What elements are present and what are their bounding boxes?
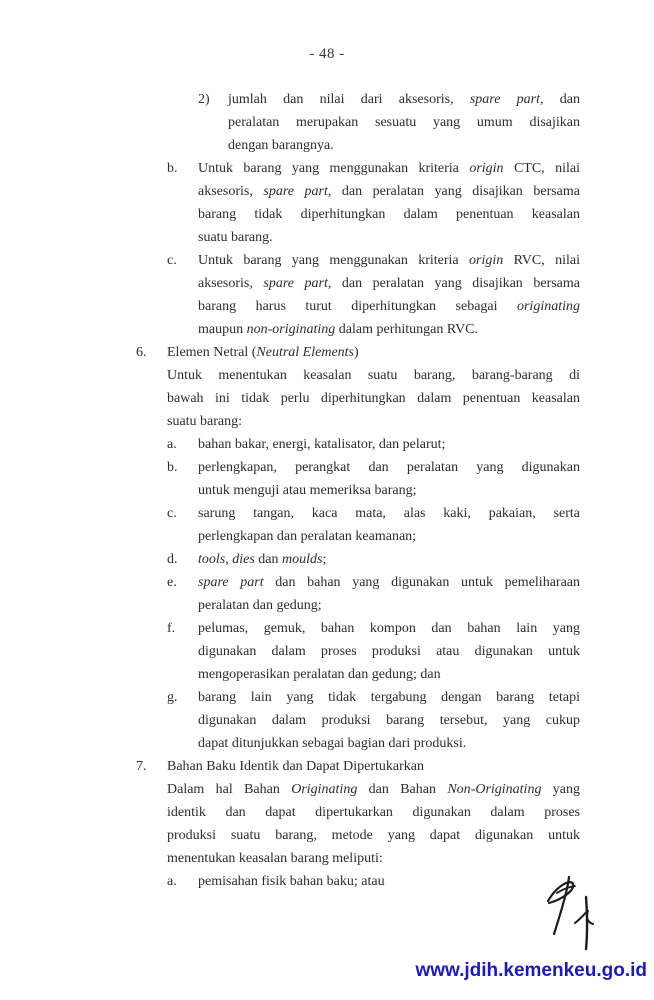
- footer-link[interactable]: www.jdih.kemenkeu.go.id: [415, 960, 647, 981]
- list-item: [167, 571, 580, 617]
- item-paragraph: [167, 364, 580, 433]
- text-line: Untuk barang yang menggunakan kriteria origin RVC, nilai: [198, 253, 580, 268]
- item-text: [198, 456, 580, 502]
- item-text: [228, 88, 580, 157]
- item-heading: Bahan Baku Identik dan Dapat Dipertukarkan: [167, 759, 424, 774]
- list-marker: 7.: [136, 759, 147, 774]
- text-line: peralatan merupakan sesuatu yang umum disajikan: [228, 115, 580, 130]
- signature-initials: [535, 870, 605, 960]
- text-line: barang lain yang tidak tergabung dengan barang tetapi: [198, 690, 580, 705]
- text-line: Dalam hal Bahan Originating dan Bahan Non-Originating yang: [167, 782, 581, 797]
- document-body: [136, 88, 580, 893]
- text-line: barang tidak diperhitungkan dalam penentuan keasalan: [198, 207, 580, 222]
- page-number: - 48 -: [309, 46, 345, 62]
- list-marker: b.: [167, 161, 178, 176]
- text-line: digunakan dalam produksi barang tersebut, yang cukup: [198, 713, 580, 728]
- text-line: suatu barang:: [167, 414, 243, 429]
- text-line: pelumas, gemuk, bahan kompon dan bahan lain yang: [198, 621, 580, 636]
- item-text: [198, 433, 580, 456]
- item-heading: Elemen Netral (Neutral Elements): [167, 345, 359, 360]
- text-line: peralatan dan gedung;: [198, 598, 322, 613]
- text-line: perlengkapan dan peralatan keamanan;: [198, 529, 417, 544]
- text-line: menentukan keasalan barang meliputi:: [167, 851, 383, 866]
- text-line: Untuk barang yang menggunakan kriteria origin CTC, nilai: [198, 161, 580, 176]
- item-text: [198, 571, 580, 617]
- item-text: [198, 617, 580, 686]
- list-item: [167, 157, 580, 249]
- item-text: [198, 157, 580, 249]
- list-item: [167, 456, 580, 502]
- text-line: aksesoris, spare part, dan peralatan yang disajikan bersama: [198, 276, 580, 291]
- list-marker: 6.: [136, 345, 147, 360]
- list-marker: c.: [167, 506, 177, 521]
- item-text: [198, 502, 580, 548]
- text-line: bahan bakar, energi, katalisator, dan pelarut;: [198, 437, 446, 452]
- text-line: suatu barang.: [198, 230, 273, 245]
- item-paragraph: [167, 778, 580, 870]
- text-line: Untuk menentukan keasalan suatu barang, barang-barang di: [167, 368, 580, 383]
- list-item: [136, 341, 580, 755]
- text-line: pemisahan fisik bahan baku; atau: [198, 874, 385, 889]
- text-line: tools, dies dan moulds;: [198, 552, 327, 567]
- list-marker: b.: [167, 460, 178, 475]
- list-marker: c.: [167, 253, 177, 268]
- list-marker: a.: [167, 874, 177, 889]
- list-marker: a.: [167, 437, 177, 452]
- text-line: mengoperasikan peralatan dan gedung; dan: [198, 667, 441, 682]
- text-line: bawah ini tidak perlu diperhitungkan dalam penentuan keasalan: [167, 391, 580, 406]
- list-marker: e.: [167, 575, 177, 590]
- text-line: digunakan dalam proses produksi atau digunakan untuk: [198, 644, 580, 659]
- list-marker: 2): [198, 92, 210, 107]
- list-item: [167, 686, 580, 755]
- text-line: maupun non-originating dalam perhitungan RVC.: [198, 322, 479, 337]
- list-item: [167, 548, 580, 571]
- text-line: untuk menguji atau memeriksa barang;: [198, 483, 417, 498]
- item-text: [198, 686, 580, 755]
- list-marker: g.: [167, 690, 178, 705]
- list-item: [167, 870, 580, 893]
- text-line: produksi suatu barang, metode yang dapat digunakan untuk: [167, 828, 580, 843]
- list-item: [136, 755, 580, 893]
- text-line: identik dan dapat dipertukarkan digunakan dalam proses: [167, 805, 580, 820]
- list-item: [167, 433, 580, 456]
- text-line: spare part dan bahan yang digunakan untuk pemeliharaan: [198, 575, 580, 590]
- text-line: dengan barangnya.: [228, 138, 334, 153]
- list-marker: f.: [167, 621, 176, 636]
- text-line: aksesoris, spare part, dan peralatan yang disajikan bersama: [198, 184, 580, 199]
- item-text: [198, 249, 580, 341]
- list-item: [167, 249, 580, 341]
- list-item: [167, 617, 580, 686]
- text-line: jumlah dan nilai dari aksesoris, spare part, dan: [228, 92, 580, 107]
- list-marker: d.: [167, 552, 178, 567]
- item-text: [198, 870, 580, 893]
- text-line: barang harus turut diperhitungkan sebagai originating: [198, 299, 580, 314]
- text-line: sarung tangan, kaca mata, alas kaki, pakaian, serta: [198, 506, 580, 521]
- text-line: perlengkapan, perangkat dan peralatan yang digunakan: [198, 460, 580, 475]
- text-line: dapat ditunjukkan sebagai bagian dari produksi.: [198, 736, 467, 751]
- item-text: [198, 548, 580, 571]
- list-item: [167, 502, 580, 548]
- list-item: [198, 88, 580, 157]
